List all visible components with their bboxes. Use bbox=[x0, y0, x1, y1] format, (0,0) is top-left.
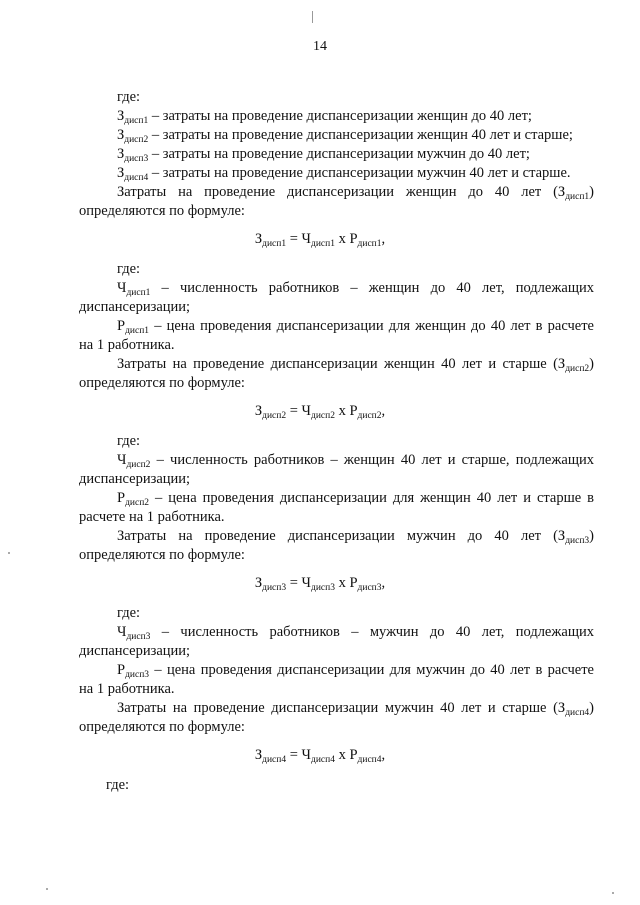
section-intro: Затраты на проведение диспансеризации мужчин до 40 лет $(З_{дисп3})$ bbox=[117, 528, 594, 546]
definition-line: $Р_{дисп2}$ – цена проведения диспансеризации для женщин 40 лет и старше в bbox=[117, 490, 594, 508]
scan-mark bbox=[312, 11, 313, 23]
section-intro: Затраты на проведение диспансеризации мужчин 40 лет и старше $(З_{дисп4})$ bbox=[117, 700, 594, 718]
formula: $З_{дисп4} = Ч_{дисп4}$ x $Р_{дисп4}$, bbox=[254, 747, 386, 765]
where-label: где: bbox=[117, 261, 141, 277]
where-label: где: bbox=[117, 433, 141, 449]
definition-line: на 1 работника. bbox=[79, 681, 175, 697]
definition-line: $Р_{дисп3}$ – цена проведения диспансеризации для мужчин до 40 лет в расчете bbox=[117, 662, 594, 680]
where-label: где: bbox=[117, 605, 141, 621]
definition-line: на 1 работника. bbox=[79, 337, 175, 353]
where-label: где: bbox=[106, 777, 130, 793]
definition-line: $З_{дисп4}$ – затраты на проведение диспансеризации мужчин 40 лет и старше. bbox=[117, 165, 571, 183]
definition-line: диспансеризации; bbox=[79, 643, 191, 659]
definition-line: $Ч_{дисп1}$ – численность работников – женщин до 40 лет, подлежащих bbox=[117, 280, 594, 298]
definition-line: $З_{дисп3}$ – затраты на проведение диспансеризации мужчин до 40 лет; bbox=[117, 146, 530, 164]
section-intro: определяются по формуле: bbox=[79, 547, 245, 563]
section-intro: Затраты на проведение диспансеризации женщин 40 лет и старше $(З_{дисп2})$ bbox=[117, 356, 594, 374]
definition-line: расчете на 1 работника. bbox=[79, 509, 225, 525]
definition-line: $З_{дисп1}$ – затраты на проведение диспансеризации женщин до 40 лет; bbox=[117, 108, 532, 126]
scan-dot bbox=[612, 892, 614, 894]
section-intro: определяются по формуле: bbox=[79, 375, 245, 391]
section-intro: определяются по формуле: bbox=[79, 719, 245, 735]
formula: $З_{дисп1} = Ч_{дисп1}$ x $Р_{дисп1}$, bbox=[254, 231, 386, 249]
section-intro: Затраты на проведение диспансеризации женщин до 40 лет $(З_{дисп1})$ bbox=[117, 184, 594, 202]
section-intro: определяются по формуле: bbox=[79, 203, 245, 219]
scan-dot bbox=[46, 888, 48, 890]
page-number: 14 bbox=[313, 39, 327, 54]
definition-line: $Ч_{дисп3}$ – численность работников – мужчин до 40 лет, подлежащих bbox=[117, 624, 594, 642]
formula: $З_{дисп3} = Ч_{дисп3}$ x $Р_{дисп3}$, bbox=[254, 575, 386, 593]
definition-line: диспансеризации; bbox=[79, 471, 191, 487]
definition-line: диспансеризации; bbox=[79, 299, 191, 315]
definition-line: $Ч_{дисп2}$ – численность работников – женщин 40 лет и старше, подлежащих bbox=[117, 452, 594, 470]
formula: $З_{дисп2} = Ч_{дисп2}$ x $Р_{дисп2}$, bbox=[254, 403, 386, 421]
scan-dot bbox=[8, 552, 10, 554]
definition-line: $Р_{дисп1}$ – цена проведения диспансеризации для женщин до 40 лет в расчете bbox=[117, 318, 594, 336]
definition-line: $З_{дисп2}$ – затраты на проведение диспансеризации женщин 40 лет и старше; bbox=[117, 127, 573, 145]
where-label: где: bbox=[117, 89, 141, 105]
